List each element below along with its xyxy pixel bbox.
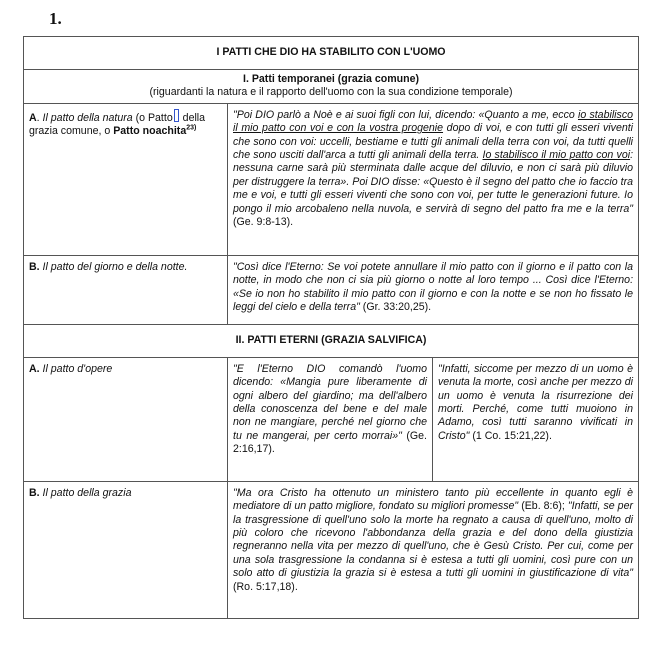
row-c-label: Il patto d'opere bbox=[42, 362, 113, 375]
table-title: I PATTI CHE DIO HA STABILITO CON L'UOMO bbox=[24, 37, 639, 70]
row-a-letter: A bbox=[29, 111, 37, 124]
row-c-quote1: "E l'Eterno DIO comandò l'uomo dicendo: «Mangia pure liberamente di ogni albero del giardino; ma dell'albero della conoscenza del bene e del male non ne mangiare, perché nel giorno che tu ne mangerai, per certo morrai»" bbox=[233, 362, 427, 442]
row-d-quote-cell bbox=[228, 481, 639, 618]
table-row bbox=[24, 255, 639, 324]
row-d-ref2: (Ro. 5:17,18). bbox=[233, 580, 298, 593]
section2-header-row bbox=[24, 324, 639, 357]
item-number: 1. bbox=[49, 9, 62, 28]
row-b-ref: (Gr. 33:20,25). bbox=[362, 301, 432, 314]
table-row bbox=[24, 103, 639, 255]
section1-subtitle: (riguardanti la natura e il rapporto dell'uomo con la sua condizione temporale) bbox=[149, 86, 513, 99]
row-a-quote-end: : nessuna carne sarà più sterminata dalle acque del diluvio, e non ci sarà più diluvio per distruggere la terra». Poi DIO disse: «Questo è il segno del patto che io faccio tra me e voi, e tutti gli esseri viventi che sono con voi, per tutte le generazioni future. Io pongo il mio arcobaleno nella nuvola, e servirà di segno del patto fra me e la terra" bbox=[233, 149, 634, 215]
row-a-ref: (Ge. 9:8-13). bbox=[233, 216, 294, 229]
row-b-letter: B. bbox=[29, 260, 40, 273]
row-c-quote2-cell bbox=[433, 357, 639, 481]
row-b-quote: "Così dice l'Eterno: Se voi potete annullare il mio patto con il giorno e il patto con la notte, in modo che non ci sia più giorno o notte al loro tempo ... Così dice l'Eterno: «Se io non ho stabilito il mio patto con il giorno e con la notte e se non ho fissato le leggi del cielo e della terra" bbox=[233, 260, 634, 314]
table-title-row bbox=[24, 37, 639, 70]
row-d-label: Il patto della grazia bbox=[42, 486, 132, 499]
row-a-quote-cell bbox=[228, 103, 639, 255]
row-a-label-cell: A. Il patto della natura (o Patto della grazia comune, o Patto noachita$^{23)}$ bbox=[24, 103, 228, 255]
row-d-label-cell bbox=[24, 481, 228, 618]
row-d-quote1: "Ma ora Cristo ha ottenuto un ministero tanto più eccellente in quanto egli è mediatore di un patto migliore, fondato su migliori promesse" bbox=[233, 486, 634, 513]
row-c-letter: A. bbox=[29, 362, 40, 375]
section2-title: II. PATTI ETERNI (GRAZIA SALVIFICA) bbox=[24, 324, 639, 357]
row-c-ref1: (Ge. 2:16,17). bbox=[233, 429, 427, 456]
row-a-label-paren: (o Patto bbox=[135, 111, 173, 124]
covenants-table bbox=[23, 36, 639, 619]
row-a-label-rest: della grazia comune, o bbox=[29, 111, 206, 138]
section1-header-row bbox=[24, 70, 639, 104]
row-a-quote-open: "Poi DIO parlò a Noè e ai suoi figli con lui, dicendo: «Quanto a me, ecco bbox=[233, 108, 575, 121]
row-c-ref2: (1 Co. 15:21,22). bbox=[472, 429, 552, 442]
row-a-label-bold: Patto noachita bbox=[113, 125, 187, 138]
text-cursor-icon bbox=[174, 109, 179, 122]
row-d-quote2: "Infatti, se per la trasgressione di quell'uno solo la morte ha regnato a causa di quell'uno, molto di più coloro che ricevono l'abbondanza della grazia e del dono della giustizia regneranno nella vita per mezzo di quell'uno, che è Gesù Cristo. Per cui, come per una sola trasgressione la condanna si è estesa a tutti gli uomini, così pure con un solo atto di giustizia la grazia si è estesa a tutti gli uomini in giustificazione di vita" bbox=[233, 500, 634, 580]
table-row bbox=[24, 481, 639, 618]
row-a-label: Il patto della natura bbox=[42, 111, 133, 124]
row-c-label-cell bbox=[24, 357, 228, 481]
row-a-quote-underline-2: Io stabilisco il mio patto con voi bbox=[482, 149, 631, 162]
table-row bbox=[24, 357, 639, 481]
row-b-label: Il patto del giorno e della notte. bbox=[42, 260, 188, 273]
row-a-quote-mid: dopo di voi, e con tutti gli esseri viventi che sono con voi: uccelli, bestiame e tutti gli animali della terra con voi, da tutti quelli che sono usciti dall'arca a tutti gli animali della terra. bbox=[233, 122, 634, 162]
row-c-quote1-cell bbox=[228, 357, 433, 481]
section1-title: I. Patti temporanei (grazia comune) bbox=[243, 73, 420, 85]
row-d-ref1: (Eb. 8:6); bbox=[521, 500, 565, 513]
row-a-quote-underline-1: io stabilisco il mio patto con voi e con la vostra progenie bbox=[233, 108, 634, 135]
row-b-quote-cell bbox=[228, 255, 639, 324]
row-d-letter: B. bbox=[29, 486, 40, 499]
footnote-ref: 23) bbox=[186, 124, 197, 132]
section1-header bbox=[24, 70, 639, 104]
row-b-label-cell bbox=[24, 255, 228, 324]
row-c-quote2: "Infatti, siccome per mezzo di un uomo è venuta la morte, così anche per mezzo di un uomo è venuta la risurrezione dei morti. Perché, come tutti muoiono in Adamo, così tutti saranno vivificati in Cristo" bbox=[438, 362, 634, 442]
